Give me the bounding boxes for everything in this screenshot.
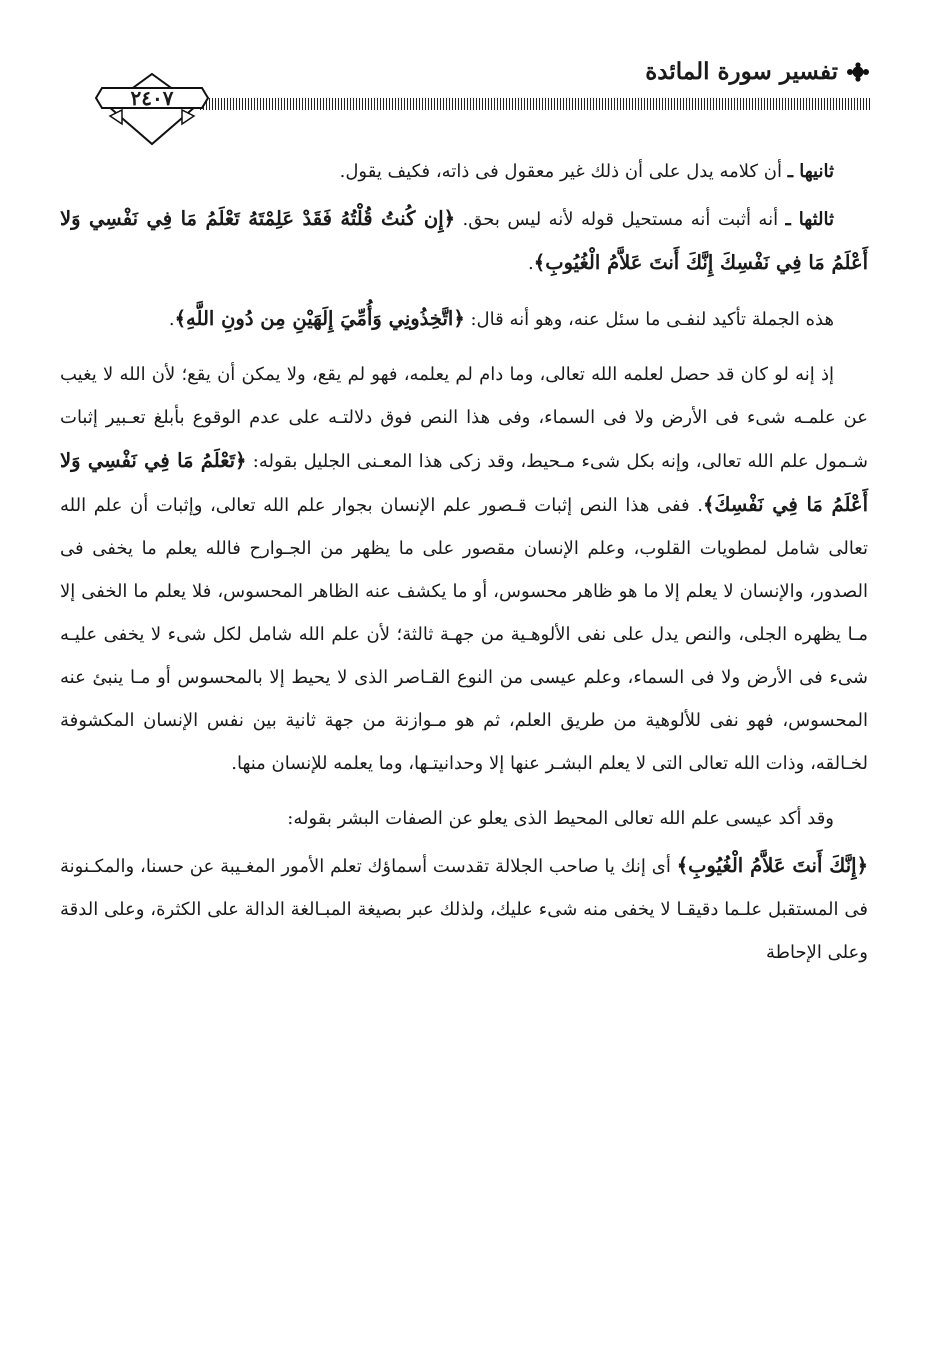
paragraph-text: وقد أكد عيسى علم الله تعالى المحيط الذى يعلو عن الصفات البشر بقوله: — [287, 808, 834, 829]
paragraph-text-after: . ففى هذا النص إثبات قـصور علم الإنسان بجوار علم الله تعالى، وإثبات أن علم الله تعالى شامل لمطويات القلوب، وعلم الإنسان مقصور على ما يظهر من الجـوارح فالله يعلم ما يخفى فى الصدور، والإنسان لا يعلم إلا ما هو ظاهر محسوس، أو ما يكشف عنه الظاهر المحسوس، فلا يعلم ما الخفى إلا مـا يظهره الجلى، والنص يدل على نفى الألوهـية من جهـة ثالثة؛ لأن علم الله شامل لكل شىء لا يخفى عليـه شىء فى الأرض ولا فى السماء، وعلم عيسى من النوع القـاصر الذى لا يحيط إلا بالمحسوس أو مـا ينبئ عنه المحسوس، فهو نفى للألوهية من طريق العلم، ثم هو مـوازنة من جهة ثانية بين نفس الإنسان المكشوفة لخـالقه، وذات الله تعالى التى لا يعلم البشـر عنها إلا وحدانيتـها، وما يعلمه للإنسان منها. — [60, 495, 868, 774]
paragraph-emphasis — [60, 297, 868, 341]
quran-verse: ﴿اتَّخِذُونِي وَأُمِّيَ إِلَهَيْنِ مِن دُونِ اللَّهِ﴾ — [174, 307, 465, 330]
paragraph-text: هذه الجملة تأكيد لنفـى ما سئل عنه، وهو أنه قال: — [464, 309, 834, 330]
paragraph-knowledge — [60, 353, 868, 785]
paragraph-second-point — [60, 150, 868, 193]
paragraph-text: إذ إنه لو كان قد حصل لعلمه الله تعالى، وما دام لم يعلمه، فهو لم يقع، ولا يمكن أن يقع؛ لأن الله لا يغيب عن علمـه شىء فى الأرض ولا فى السماء، وفى هذا النص فوق دلالتـه على عدم الوقوع بأبلغ تعـبير إثبات شـمول علم الله تعالى، وإنه بكل شىء مـحيط، وقد زكى هذا المعـنى الجليل بقوله: — [60, 364, 869, 472]
paragraph-affirmation — [60, 797, 868, 840]
running-title: تفسير سورة المائدة — [645, 58, 838, 85]
paragraph-text-after: . — [168, 309, 175, 330]
flower-ornament-icon — [846, 62, 870, 82]
page-number-banner-icon — [92, 70, 212, 150]
body-text — [60, 150, 868, 986]
quran-verse: ﴿إِنَّكَ أَنتَ عَلاَّمُ الْغُيُوبِ﴾ — [676, 854, 869, 877]
paragraph-unseen — [60, 844, 868, 974]
page-number: ٢٤٠٧ — [130, 86, 174, 110]
paragraph-text: أن كلامه يدل على أن ذلك غير معقول فى ذاته، فكيف يقول. — [339, 161, 788, 182]
point-lead: ثانيها ـ — [787, 161, 834, 182]
point-lead: ثالثها ـ — [785, 209, 834, 230]
header-rule — [200, 98, 870, 110]
quran-verse: ﴿تَعْلَمُ مَا فِي نَفْسِي وَلا أَعْلَمُ مَا فِي نَفْسِكَ﴾ — [60, 449, 868, 516]
paragraph-text: أنه أثبت أنه مستحيل قوله لأنه ليس بحق. — [455, 209, 786, 230]
paragraph-text-after: أى إنك يا صاحب الجلالة تقدست أسماؤك تعلم الأمور المغـيبة عن حسنا، والمكـنونة فى المستقبل علـما دقيقـا لا يخفى منه شىء عليك، ولذلك عبر بصيغة المبـالغة الدالة على الكثرة، وعلى الدقة وعلى الإحاطة — [60, 856, 869, 963]
paragraph-third-point — [60, 197, 868, 285]
paragraph-text-after: . — [528, 253, 534, 274]
quran-verse: ﴿إِن كُنتُ قُلْتُهُ فَقَدْ عَلِمْتَهُ تَعْلَمُ مَا فِي نَفْسِي وَلا أَعْلَمُ مَا فِي نَفْسِكَ إِنَّكَ أَنتَ عَلاَّمُ الْغُيُوبِ﴾ — [60, 207, 868, 274]
